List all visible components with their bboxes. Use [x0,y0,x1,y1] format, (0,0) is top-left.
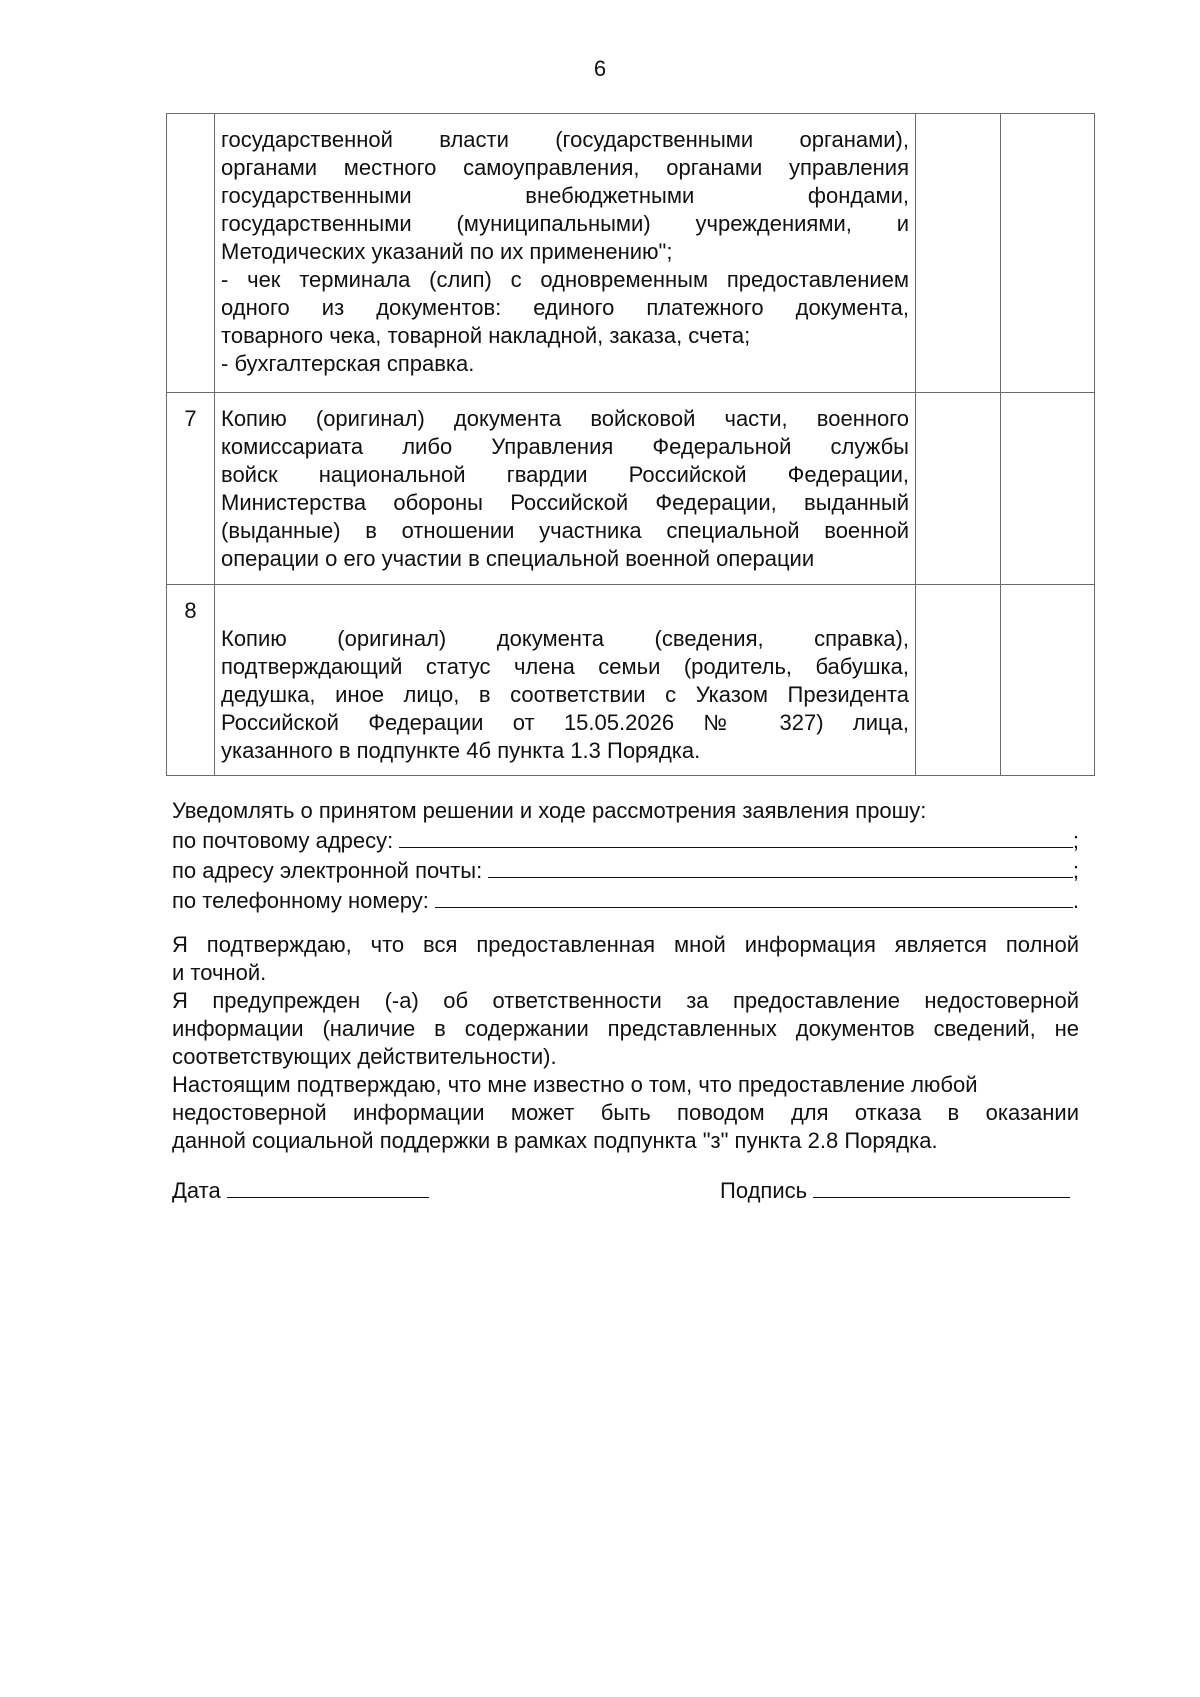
table-cell-empty [916,585,1001,776]
row-text-line: государственными (муниципальными) учреждениями, и [221,211,909,236]
notification-section [172,797,1079,915]
date-label: Дата [172,1178,221,1203]
confirm-text-line: Настоящим подтверждаю, что мне известно о том, что предоставление любой [172,1072,978,1097]
table-cell-empty [916,393,1001,585]
confirm-text-line: информации (наличие в содержании представленных документов сведений, не [172,1016,1079,1041]
line-end: ; [1072,858,1079,883]
confirm-text-line: недостоверной информации может быть поводом для отказа в оказании [172,1100,1079,1125]
table-cell-empty [916,114,1001,393]
row-text-line: комиссариата либо Управления Федеральной службы [221,434,909,459]
row-text-line: (выданные) в отношении участника специальной военной [221,518,909,543]
row-text-line: подтверждающий статус члена семьи (родитель, бабушка, [221,654,909,679]
row-text-line: - чек терминала (слип) с одновременным предоставлением [221,267,909,292]
row-text-line: Методических указаний по их применению"; [221,239,673,264]
row-text-line: товарного чека, товарной накладной, заказа, счета; [221,323,751,348]
row-text [215,393,916,585]
line-end: . [1072,888,1079,913]
postal-address-field[interactable] [172,825,1079,855]
row-text-line: Копию (оригинал) документа войсковой части, военного [221,406,909,431]
table-row [167,585,1095,776]
row-text-line: Российской Федерации от 15.05.2026 № 327) лица, [221,710,909,735]
documents-table [166,113,1095,776]
email-blank[interactable] [488,855,1073,878]
table-cell-empty [1001,114,1095,393]
confirm-text-line: соответствующих действительности). [172,1044,557,1069]
postal-address-label: по почтовому адресу: [172,828,394,853]
row-number [167,114,215,393]
row-text-line: одного из документов: единого платежного документа, [221,295,909,320]
row-text-line: органами местного самоуправления, органами управления [221,155,909,180]
confirm-text-line: данной социальной поддержки в рамках подпункта "з" пункта 2.8 Порядка. [172,1128,938,1153]
row-text-line: Копию (оригинал) документа (сведения, справка), [221,626,909,651]
row-text-line: указанного в подпункте 4б пункта 1.3 Порядка. [221,738,701,763]
row-text-line: - бухгалтерская справка. [221,351,475,376]
signature-field[interactable] [720,1175,1070,1205]
row-text-line: государственными внебюджетными фондами, [221,183,909,208]
row-text-line: операции о его участии в специальной военной операции [221,546,815,571]
row-number: 7 [167,393,215,585]
row-text-line: дедушка, иное лицо, в соответствии с Указом Президента [221,682,909,707]
confirmation-section [172,931,1079,1155]
phone-blank[interactable] [435,885,1073,908]
line-end: ; [1072,828,1079,853]
date-field[interactable] [172,1175,429,1205]
email-label: по адресу электронной почты: [172,858,483,883]
postal-address-blank[interactable] [399,825,1073,848]
row-text-line: государственной власти (государственными органами), [221,127,909,152]
table-row [167,393,1095,585]
confirm-text-line: Я подтверждаю, что вся предоставленная мной информация является полной [172,932,1079,957]
phone-label: по телефонному номеру: [172,888,429,913]
page-number: 6 [593,56,607,81]
row-text [215,114,916,393]
confirm-text-line: и точной. [172,960,267,985]
table-cell-empty [1001,585,1095,776]
notification-intro: Уведомлять о принятом решении и ходе рассмотрения заявления прошу: [172,798,927,823]
date-blank[interactable] [227,1175,429,1198]
phone-field[interactable] [172,885,1079,915]
email-field[interactable] [172,855,1079,885]
confirm-text-line: Я предупрежден (-а) об ответственности за предоставление недостоверной [172,988,1079,1013]
signature-blank[interactable] [813,1175,1070,1198]
table-cell-empty [1001,393,1095,585]
row-number: 8 [167,585,215,776]
row-text-line: войск национальной гвардии Российской Федерации, [221,462,909,487]
row-text-line: Министерства обороны Российской Федерации, выданный [221,490,909,515]
row-text [215,585,916,776]
signature-label: Подпись [720,1178,808,1203]
table-row [167,114,1095,393]
